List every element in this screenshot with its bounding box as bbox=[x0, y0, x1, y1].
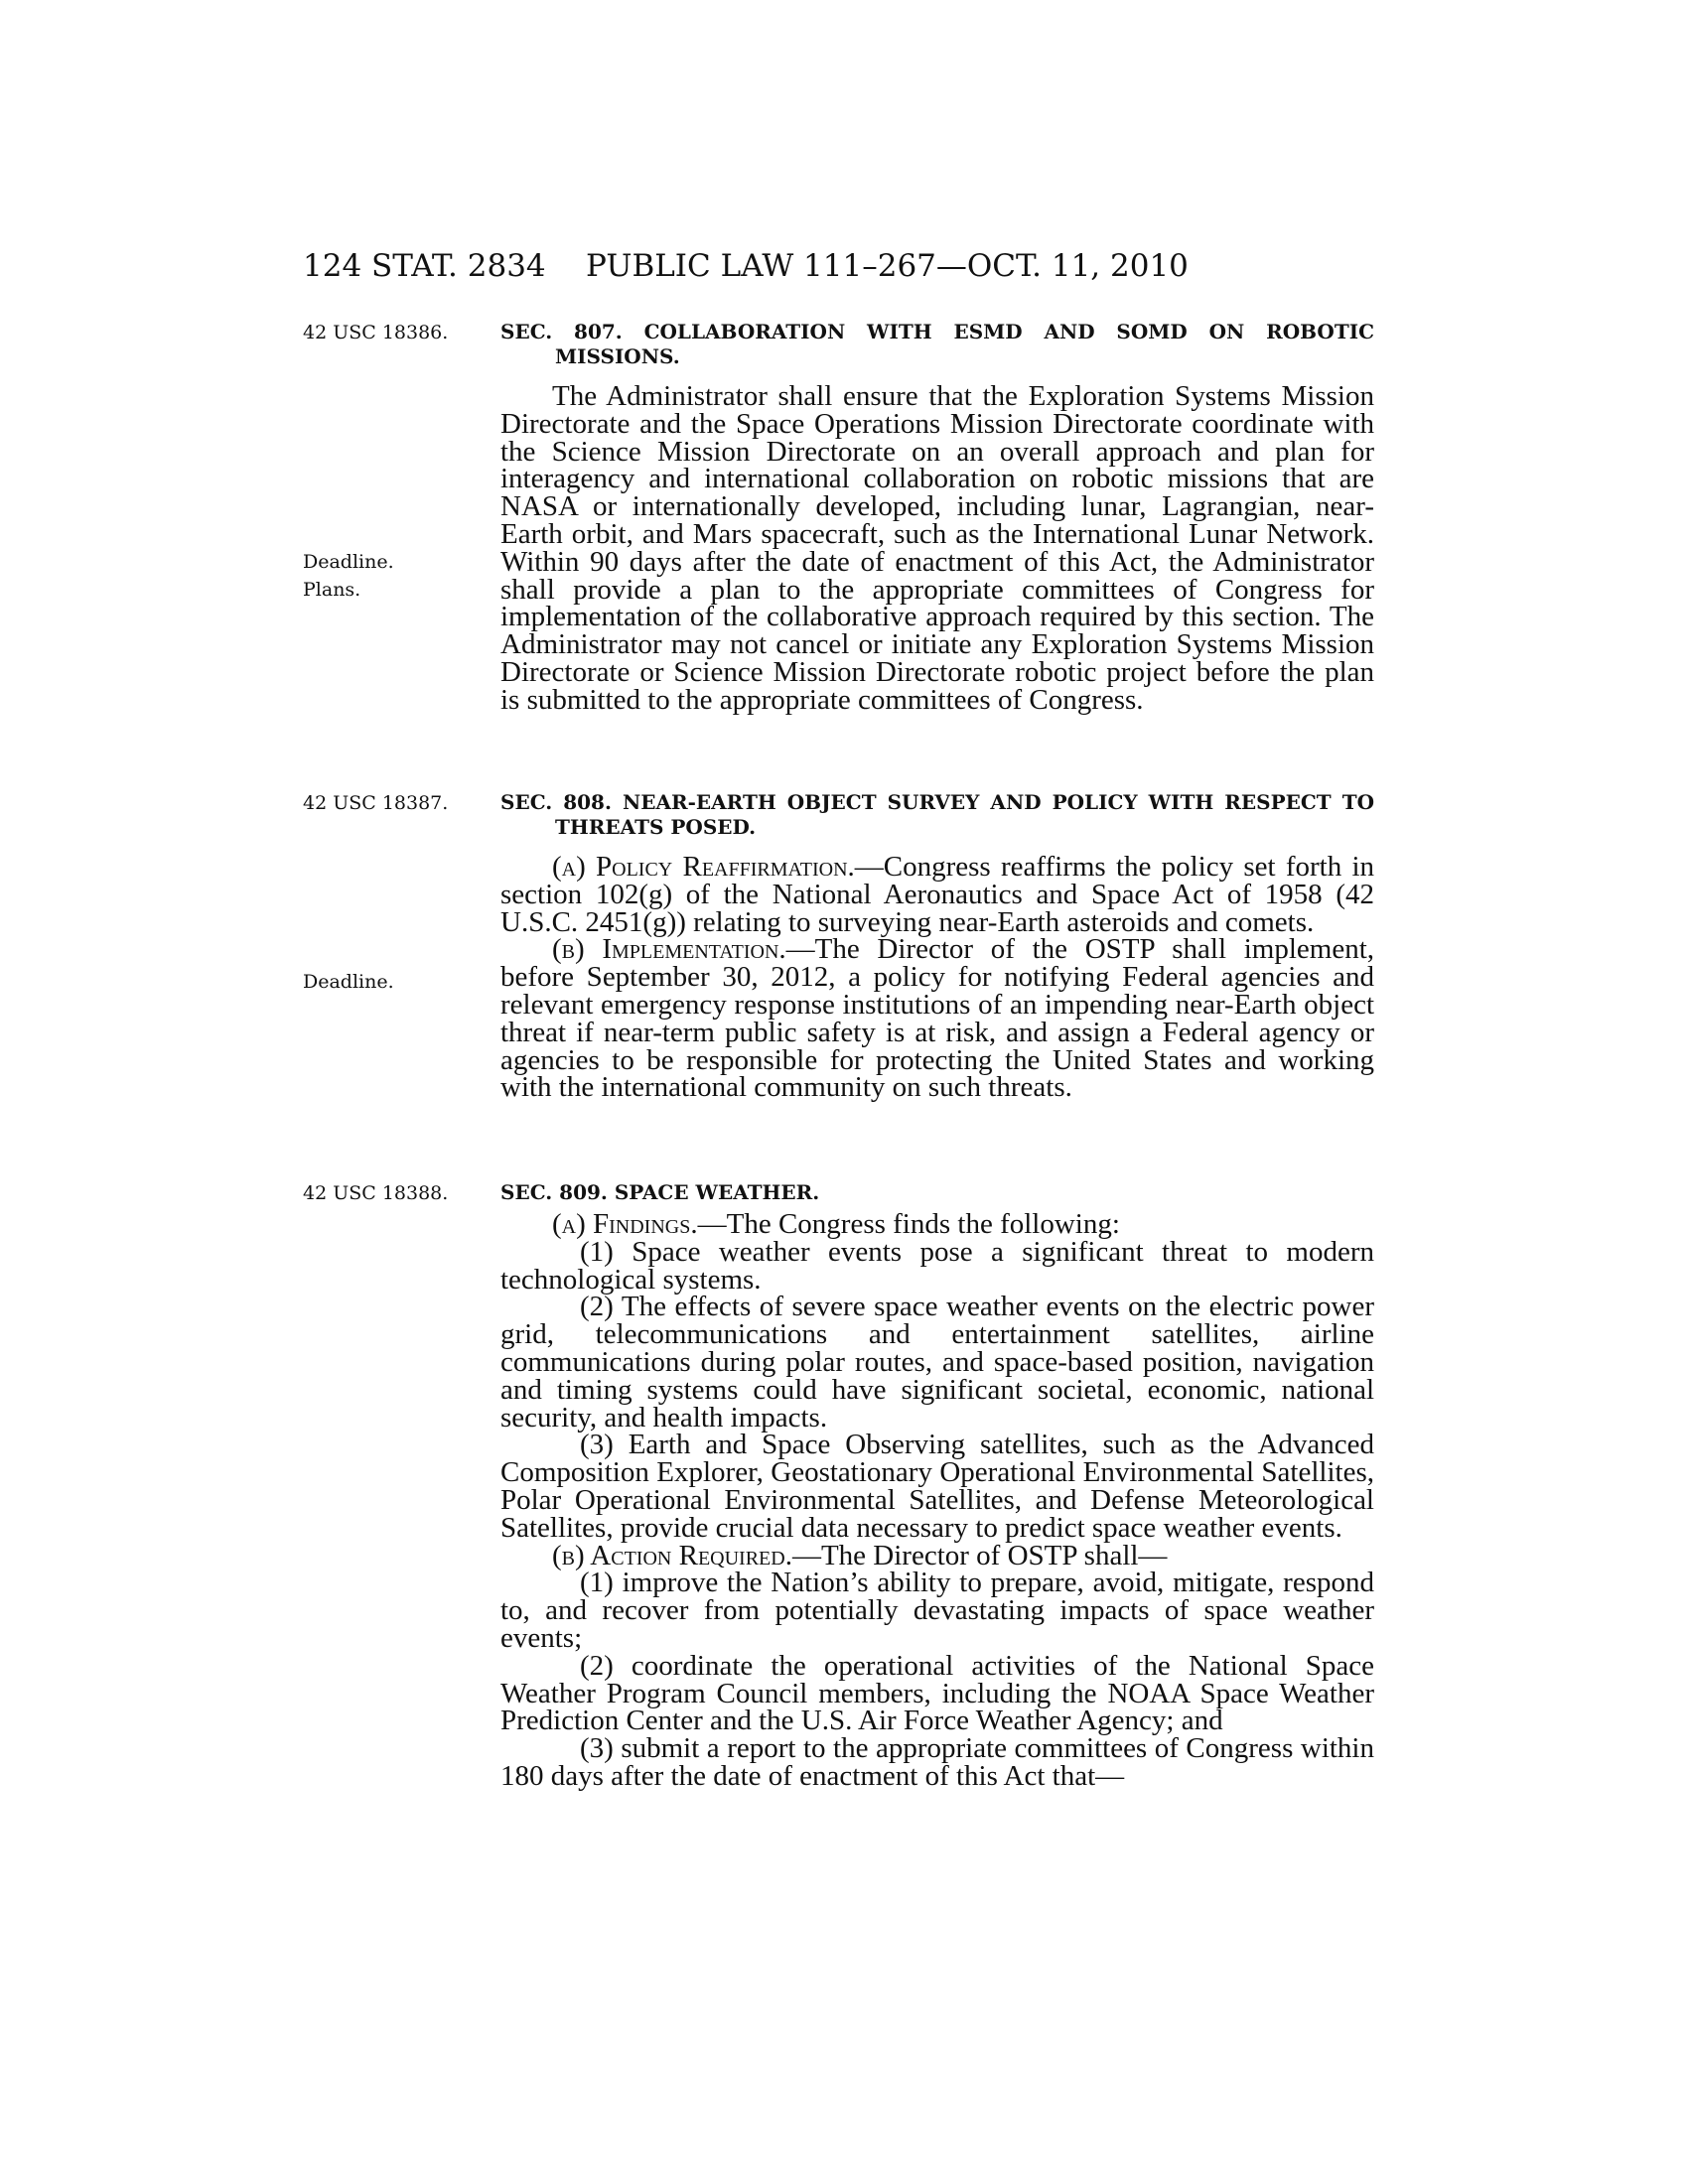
subsection-a-label: (a) Policy Reaffirmation. bbox=[552, 851, 855, 883]
finding-3: (3) Earth and Space Observing satellites, such as the Advanced Composition Explorer, Geostationary Operational Environmental Satellites, Polar Operational Environmental Satellites, and Defense Meteorological Satellites, provide crucial data necessary to predict space weather events. bbox=[500, 1429, 1374, 1544]
margin-note-usc-18387: 42 USC 18387. bbox=[303, 792, 449, 814]
section-807-body: The Administrator shall ensure that the Exploration Systems Mission Directorate and the Space Operations Mission Directorate coordinate with the Science Mission Directorate on an overall approach and plan for interagency and international collaboration on robotic missions that are NASA or internationally developed, including lunar, Lagrangian, near-Earth orbit, and Mars spacecraft, such as the International Lunar Network. Within 90 days after the date of enactment of this Act, the Administrator shall provide a plan to the appropriate committees of Congress for implementation of the collaborative approach required by this section. The Administrator may not cancel or initiate any Exploration Systems Mission Directorate or Science Mission Directorate robotic project before the plan is submitted to the appropriate committees of Congress. bbox=[500, 380, 1374, 716]
action-1: (1) improve the Nation’s ability to prepare, avoid, mitigate, respond to, and recover from potentially devastating impacts of space weather events; bbox=[500, 1567, 1374, 1654]
page-stat-citation: 124 STAT. 2834 bbox=[303, 248, 546, 284]
action-required-label: (b) Action Required. bbox=[552, 1539, 792, 1571]
subsection-a-text: —Congress reaffirms the policy set forth in section 102(g) of the National Aeronautics and Space Act of 1958 (42 U.S.C. 2451(g)) relating to surveying near-Earth asteroids and comets. bbox=[500, 851, 1375, 938]
margin-note-deadline: Deadline. bbox=[303, 551, 394, 573]
subsection-b-label: (b) Implementation. bbox=[552, 933, 786, 966]
margin-note-usc-18388: 42 USC 18388. bbox=[303, 1182, 449, 1204]
finding-1: (1) Space weather events pose a significant threat to modern technological systems. bbox=[500, 1235, 1374, 1296]
section-808-heading: SEC. 808. NEAR-EARTH OBJECT SURVEY AND POLICY WITH RESPECT TO THREATS POSED. bbox=[500, 790, 1374, 839]
action-required-text: —The Director of OSTP shall— bbox=[791, 1539, 1168, 1571]
section-809-heading: SEC. 809. SPACE WEATHER. bbox=[500, 1180, 820, 1204]
action-3: (3) submit a report to the appropriate committees of Congress within 180 days after the date of enactment of this Act that— bbox=[500, 1732, 1374, 1792]
section-809-subsection-b bbox=[500, 1539, 1374, 1571]
margin-note-plans: Plans. bbox=[303, 578, 361, 601]
section-808-subsection-a bbox=[500, 851, 1375, 938]
section-808-subsection-b bbox=[500, 933, 1374, 1104]
section-807 bbox=[500, 320, 1374, 715]
public-law-header: PUBLIC LAW 111–267—OCT. 11, 2010 bbox=[586, 248, 1189, 284]
finding-2: (2) The effects of severe space weather events on the electric power grid, telecommunications and entertainment satellites, airline communications during polar routes, and space-based position, navigation and timing systems could have significant societal, economic, national security, and health impacts. bbox=[500, 1291, 1374, 1433]
margin-note-deadline-plans bbox=[303, 549, 452, 604]
subsection-b-text: —The Director of the OSTP shall implement, before September 30, 2012, a policy for notifying Federal agencies and relevant emergency response institutions of an impending near-Earth object threat if near-term public safety is at risk, and assign a Federal agency or agencies to be responsible for protecting the United States and working with the international community on such threats. bbox=[500, 933, 1374, 1104]
section-809 bbox=[500, 1180, 1374, 1791]
section-807-heading: SEC. 807. COLLABORATION WITH ESMD AND SOMD ON ROBOTIC MISSIONS. bbox=[500, 320, 1374, 368]
section-808 bbox=[500, 790, 1374, 1102]
action-2: (2) coordinate the operational activities of the National Space Weather Program Council members, including the NOAA Space Weather Prediction Center and the U.S. Air Force Weather Agency; and bbox=[500, 1649, 1374, 1737]
findings-text: —The Congress finds the following: bbox=[697, 1208, 1120, 1240]
findings-label: (a) Findings. bbox=[552, 1208, 698, 1240]
margin-note-deadline-2: Deadline. bbox=[303, 971, 394, 993]
section-809-subsection-a bbox=[500, 1208, 1374, 1240]
margin-note-usc-18386: 42 USC 18386. bbox=[303, 322, 449, 343]
